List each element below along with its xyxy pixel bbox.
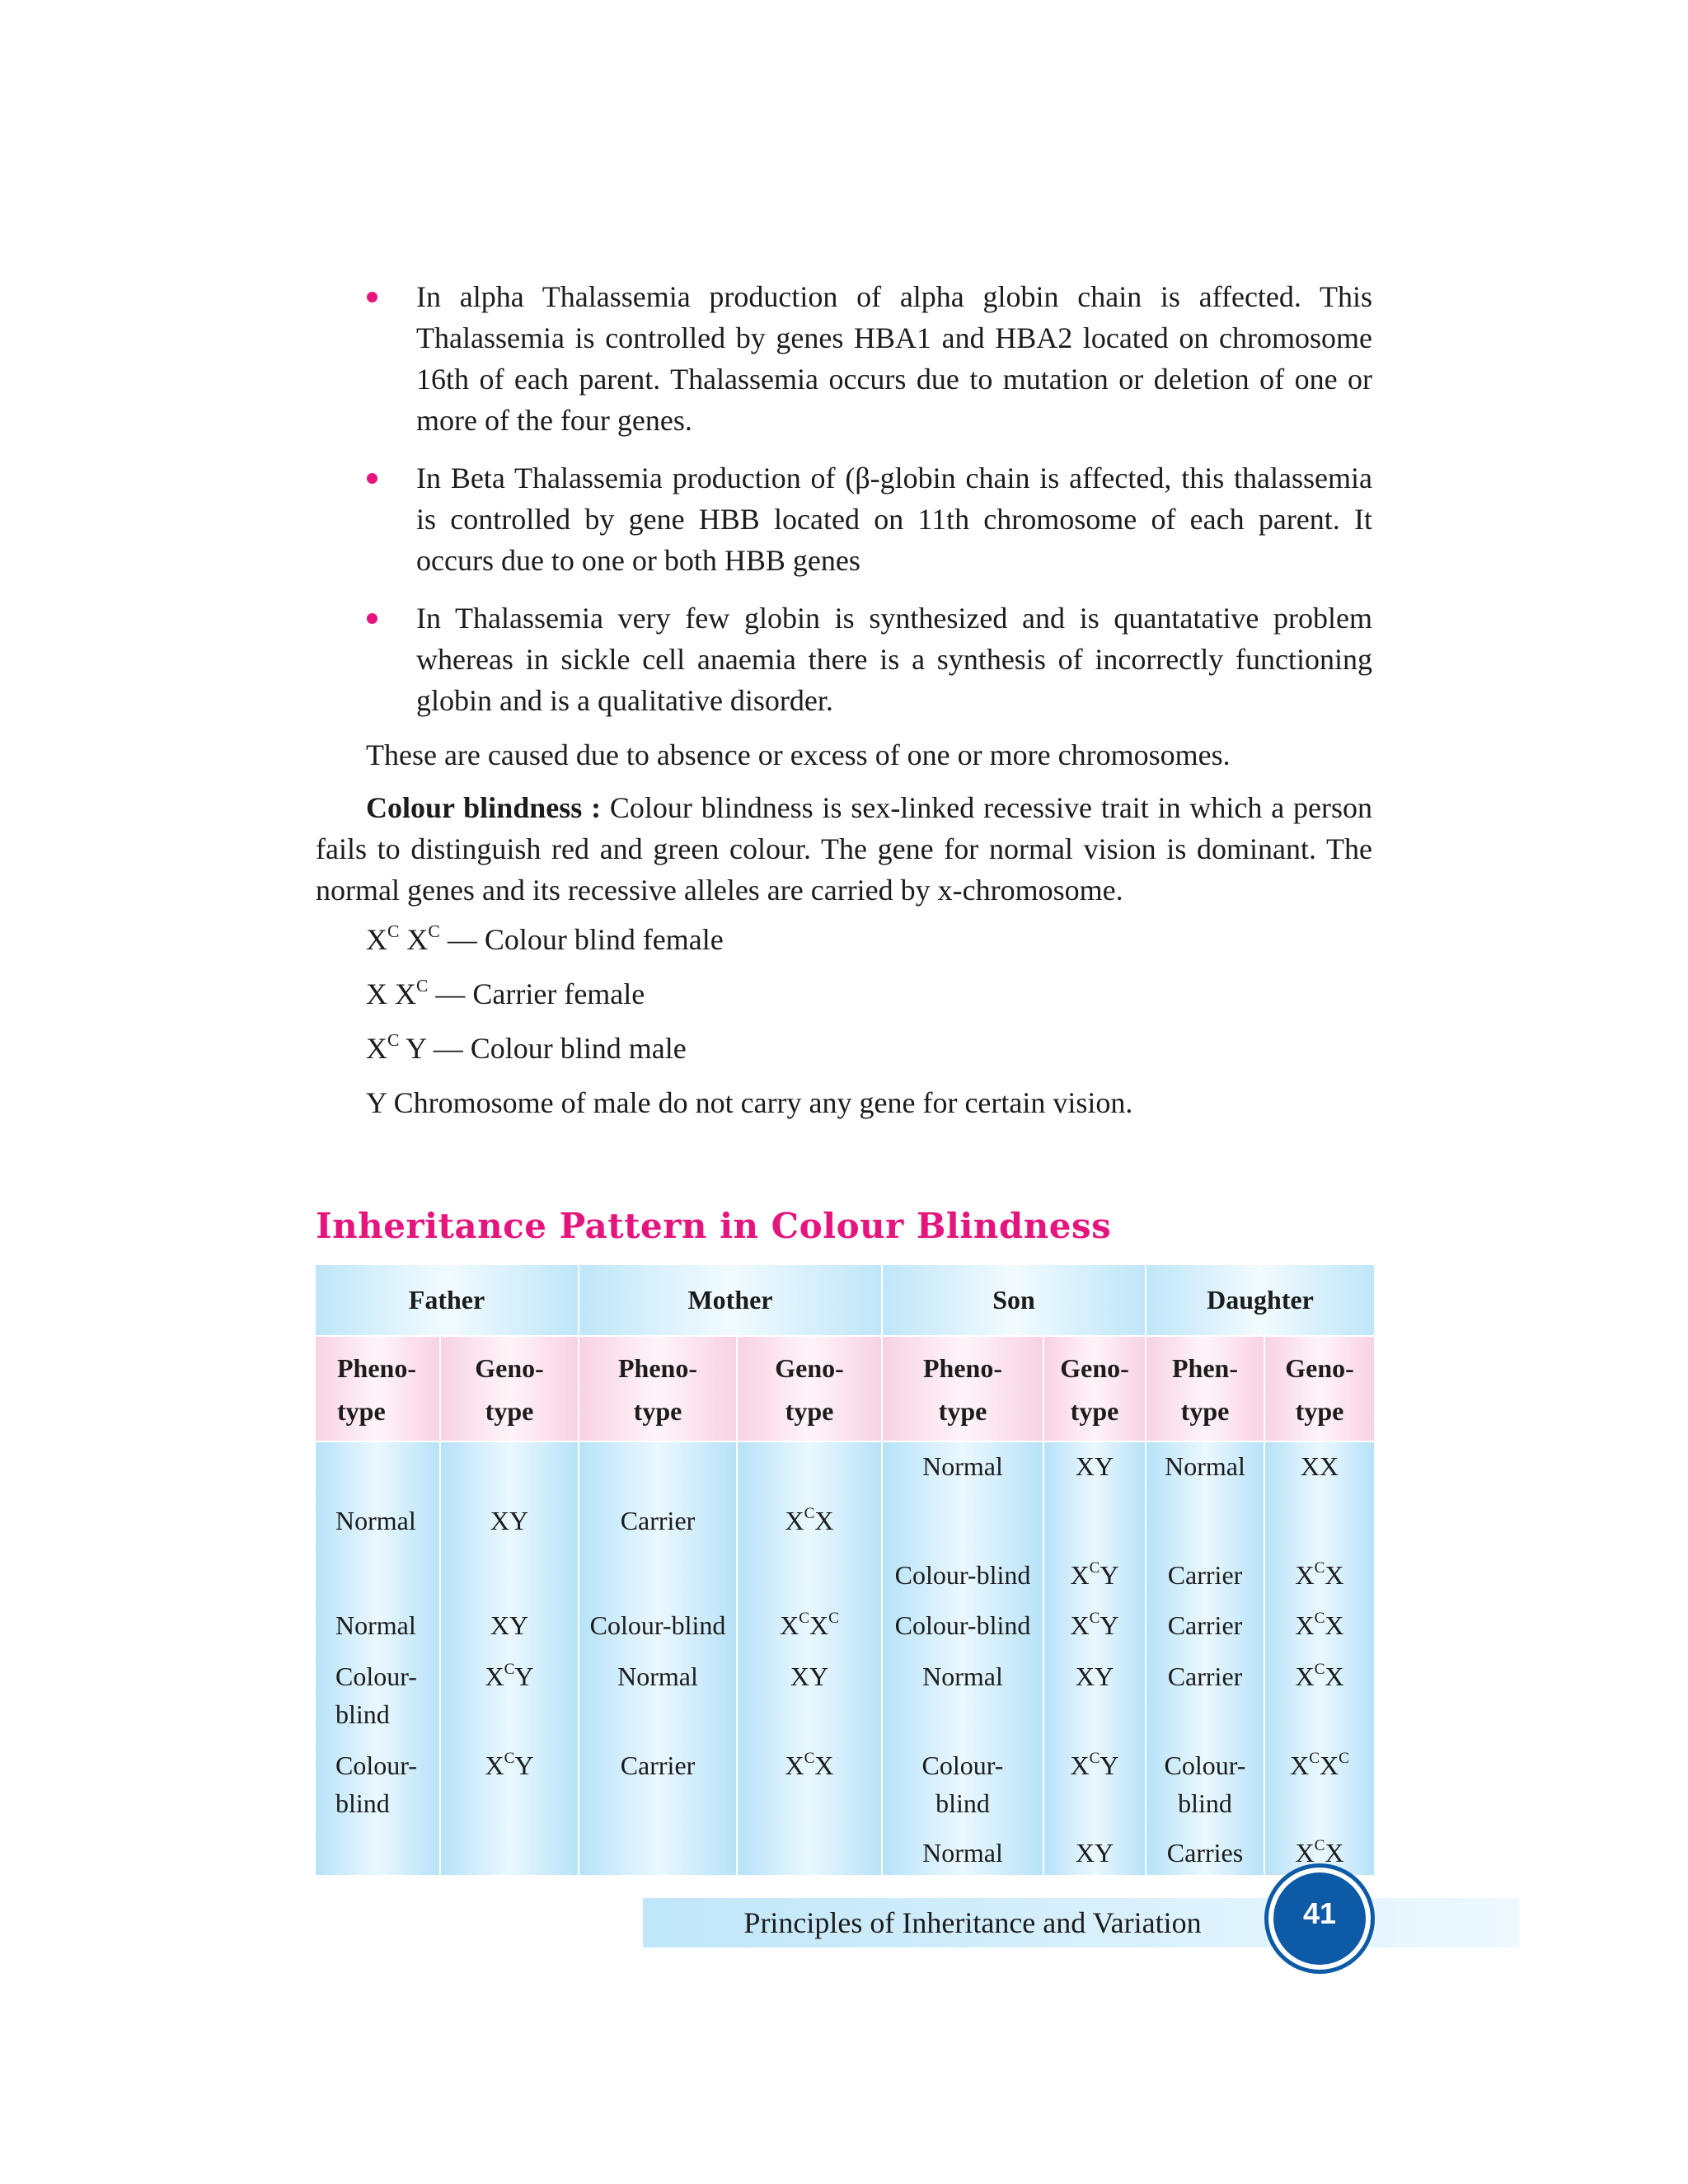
bullet-icon <box>367 292 377 302</box>
th-line: Pheno- <box>337 1353 416 1383</box>
cell-daughter-genotype <box>1265 1657 1374 1695</box>
gl-text: — Carrier female <box>428 977 645 1010</box>
section-heading: Inheritance Pattern in Colour Blindness <box>316 1206 1112 1246</box>
bullet-icon <box>367 613 377 624</box>
cell-mother-phenotype: Carrier <box>620 1750 696 1780</box>
cell-father-phenotype <box>335 1746 417 1822</box>
cell-father-genotype <box>441 1746 578 1784</box>
cell-mother-genotype <box>738 1606 881 1644</box>
cell-son-genotype <box>1044 1606 1145 1644</box>
cell-line: blind <box>335 1699 390 1729</box>
cell-father-phenotype: Normal <box>335 1610 416 1640</box>
cell-daughter-phenotype: Normal <box>1165 1451 1245 1481</box>
th-line: type <box>1070 1396 1119 1426</box>
th-line: Geno- <box>1285 1353 1354 1383</box>
geno-text: Y <box>1100 1750 1119 1780</box>
page-number-badge <box>1273 1872 1366 1965</box>
cell-son-genotype: XY <box>1075 1661 1114 1691</box>
gl-text: X <box>366 923 387 956</box>
geno-sup: C <box>1089 1610 1100 1628</box>
cell-son-phenotype: Normal <box>922 1661 1003 1691</box>
cell-daughter-genotype <box>1265 1556 1374 1594</box>
cell-mother-phenotype: Normal <box>617 1661 698 1691</box>
geno-text: Y <box>1100 1610 1119 1640</box>
cell-mother-genotype: XY <box>790 1661 829 1691</box>
geno-text: X <box>1295 1661 1315 1691</box>
cell-daughter-genotype <box>1265 1606 1374 1644</box>
cell-line: Colour- <box>1164 1750 1246 1780</box>
genotype-line-colour-blind-female <box>316 919 1372 960</box>
th-line: Pheno- <box>923 1353 1002 1383</box>
gl-text: X <box>366 1032 387 1065</box>
th-daughter-phenotype <box>1146 1337 1264 1441</box>
bullet-text: In Beta Thalassemia production of (β-globin chain is affected, this thalassemia is controlled by gene HBB located on 11th chromosome of each parent. It occurs due to one or both HBB genes <box>416 462 1372 577</box>
bullet-icon <box>367 473 377 484</box>
genotype-line-carrier-female <box>316 973 1372 1015</box>
th-line: type <box>938 1396 987 1426</box>
geno-sup: C <box>804 1505 815 1523</box>
geno-sup: C <box>1089 1750 1100 1768</box>
cell-line: blind <box>1178 1788 1232 1818</box>
cell-father-genotype: XY <box>490 1610 529 1640</box>
th-line: Geno- <box>475 1353 544 1383</box>
gl-text: — Colour blind female <box>439 923 724 956</box>
cell-mother-genotype <box>738 1746 881 1784</box>
cause-paragraph: These are caused due to absence or excess of one or more chromosomes. <box>366 738 1231 771</box>
geno-text: Y <box>514 1661 534 1691</box>
geno-text: X <box>809 1610 829 1640</box>
cell-mother-genotype <box>738 1502 881 1540</box>
cell-mother-phenotype: Carrier <box>620 1506 696 1535</box>
geno-text: X <box>814 1506 834 1535</box>
th-son-genotype <box>1044 1337 1145 1441</box>
geno-text: X <box>1295 1560 1315 1590</box>
th-mother-phenotype <box>579 1337 736 1441</box>
geno-text: X <box>814 1750 834 1780</box>
cell-line: Colour- <box>335 1661 417 1691</box>
gl-text: X <box>399 923 429 956</box>
geno-text: X <box>1295 1838 1315 1868</box>
geno-text: Y <box>514 1750 534 1780</box>
colour-blindness-text: Colour blindness is sex-linked recessive trait in which a person fails to distinguish red and green colour. The gene for normal vision is dominant. The normal genes and its recessive alleles are carried by x-chromosome. <box>316 791 1372 907</box>
geno-sup: C <box>828 1610 839 1628</box>
cell-father-genotype <box>441 1657 578 1695</box>
gl-sup: C <box>428 921 440 941</box>
gl-sup: C <box>387 1029 400 1050</box>
gl-text: X X <box>366 977 416 1010</box>
geno-sup: C <box>1309 1750 1320 1768</box>
th-line: type <box>785 1396 834 1426</box>
gl-sup: C <box>387 921 400 941</box>
th-line: type <box>337 1396 386 1426</box>
cell-mother-phenotype: Colour-blind <box>589 1610 726 1640</box>
th-mother-genotype <box>738 1337 881 1441</box>
th-line: Geno- <box>1060 1353 1129 1383</box>
geno-text: X <box>1290 1750 1310 1780</box>
cell-daughter-phenotype: Carrier <box>1167 1610 1243 1640</box>
cell-father-genotype: XY <box>490 1506 529 1535</box>
bullet-item <box>316 457 1372 581</box>
gl-sup: C <box>416 975 429 996</box>
th-line: type <box>485 1396 534 1426</box>
geno-sup: C <box>1314 1610 1325 1628</box>
bullet-text: In alpha Thalassemia production of alpha globin chain is affected. This Thalassemia is controlled by genes HBA1 and HBA2 located on chromosome 16th of each parent. Thalassemia occurs due to mutation or deletion of one or more of the four genes. <box>416 280 1372 437</box>
colour-blindness-term: Colour blindness : <box>366 791 602 824</box>
footer-chapter-title: Principles of Inheritance and Variation <box>743 1906 1202 1939</box>
th-daughter-genotype <box>1265 1337 1374 1441</box>
cell-father-phenotype <box>335 1657 417 1733</box>
cell-son-genotype: XY <box>1075 1838 1114 1868</box>
cell-son-genotype <box>1044 1746 1145 1784</box>
geno-text: X <box>785 1750 804 1780</box>
geno-text: X <box>1325 1838 1344 1868</box>
geno-sup: C <box>504 1661 515 1679</box>
th-father-genotype <box>441 1337 578 1441</box>
geno-text: X <box>1325 1560 1344 1590</box>
geno-sup: C <box>799 1610 809 1628</box>
cell-daughter-phenotype: Carrier <box>1167 1661 1243 1691</box>
th-son-phenotype <box>883 1337 1043 1441</box>
thalassemia-bullet-list <box>316 276 1372 721</box>
geno-text: X <box>1320 1750 1339 1780</box>
cell-son-phenotype: Colour-blind <box>894 1610 1031 1640</box>
th-line: Phen- <box>1172 1353 1238 1383</box>
geno-text: X <box>1070 1750 1090 1780</box>
colour-blindness-paragraph <box>316 787 1372 911</box>
cell-daughter-phenotype: Carries <box>1166 1838 1244 1868</box>
cell-daughter-genotype <box>1265 1746 1374 1784</box>
cell-daughter-genotype: XX <box>1300 1451 1339 1481</box>
page-number: 41 <box>1302 1896 1337 1930</box>
geno-text: X <box>1070 1610 1090 1640</box>
cell-daughter-genotype <box>1265 1834 1374 1872</box>
geno-sup: C <box>1089 1559 1100 1577</box>
th-line: type <box>633 1396 682 1426</box>
th-father: Father <box>316 1265 578 1335</box>
geno-text: Y <box>1100 1560 1119 1590</box>
geno-sup: C <box>504 1750 515 1768</box>
th-line: type <box>1295 1396 1344 1426</box>
geno-text: X <box>485 1661 504 1691</box>
bullet-item <box>316 598 1372 721</box>
cell-son-genotype: XY <box>1075 1451 1114 1481</box>
geno-text: X <box>1325 1610 1344 1640</box>
y-chromosome-note: Y Chromosome of male do not carry any gene for certain vision. <box>366 1086 1133 1119</box>
th-line: Geno- <box>775 1353 844 1383</box>
cell-daughter-phenotype <box>1146 1746 1264 1822</box>
cell-line: Colour- <box>335 1750 417 1780</box>
bullet-text: In Thalassemia very few globin is synthesized and is quantatative problem whereas in sickle cell anaemia there is a synthesis of incorrectly functioning globin and is a qualitative disorder. <box>416 602 1372 717</box>
cell-line: blind <box>935 1788 990 1818</box>
geno-text: X <box>485 1750 504 1780</box>
cell-son-phenotype: Normal <box>922 1451 1003 1481</box>
th-line: type <box>1180 1396 1230 1426</box>
inheritance-table <box>316 1265 1374 1875</box>
th-mother: Mother <box>579 1265 881 1335</box>
geno-sup: C <box>1339 1750 1349 1768</box>
th-father-phenotype <box>316 1337 439 1441</box>
cell-son-phenotype <box>883 1746 1043 1822</box>
th-son: Son <box>883 1265 1145 1335</box>
bullet-item <box>316 276 1372 441</box>
genotype-line-colour-blind-male <box>316 1028 1372 1069</box>
geno-sup: C <box>1314 1837 1325 1855</box>
geno-text: X <box>780 1610 799 1640</box>
cell-daughter-phenotype: Carrier <box>1167 1560 1243 1590</box>
cell-son-phenotype: Colour-blind <box>894 1560 1031 1590</box>
th-daughter: Daughter <box>1146 1265 1374 1335</box>
cell-father-phenotype: Normal <box>335 1506 416 1535</box>
gl-text: Y — Colour blind male <box>399 1032 687 1065</box>
geno-text: X <box>785 1506 804 1535</box>
geno-text: X <box>1295 1610 1315 1640</box>
cell-son-genotype <box>1044 1556 1145 1594</box>
geno-text: X <box>1325 1661 1344 1691</box>
geno-sup: C <box>1314 1559 1325 1577</box>
geno-sup: C <box>1314 1661 1325 1679</box>
geno-text: X <box>1070 1560 1090 1590</box>
cell-son-phenotype: Normal <box>922 1838 1003 1868</box>
page-body <box>316 276 1372 1123</box>
cell-line: Colour- <box>921 1750 1004 1780</box>
th-line: Pheno- <box>618 1353 697 1383</box>
geno-sup: C <box>804 1750 815 1768</box>
cell-line: blind <box>335 1788 390 1818</box>
